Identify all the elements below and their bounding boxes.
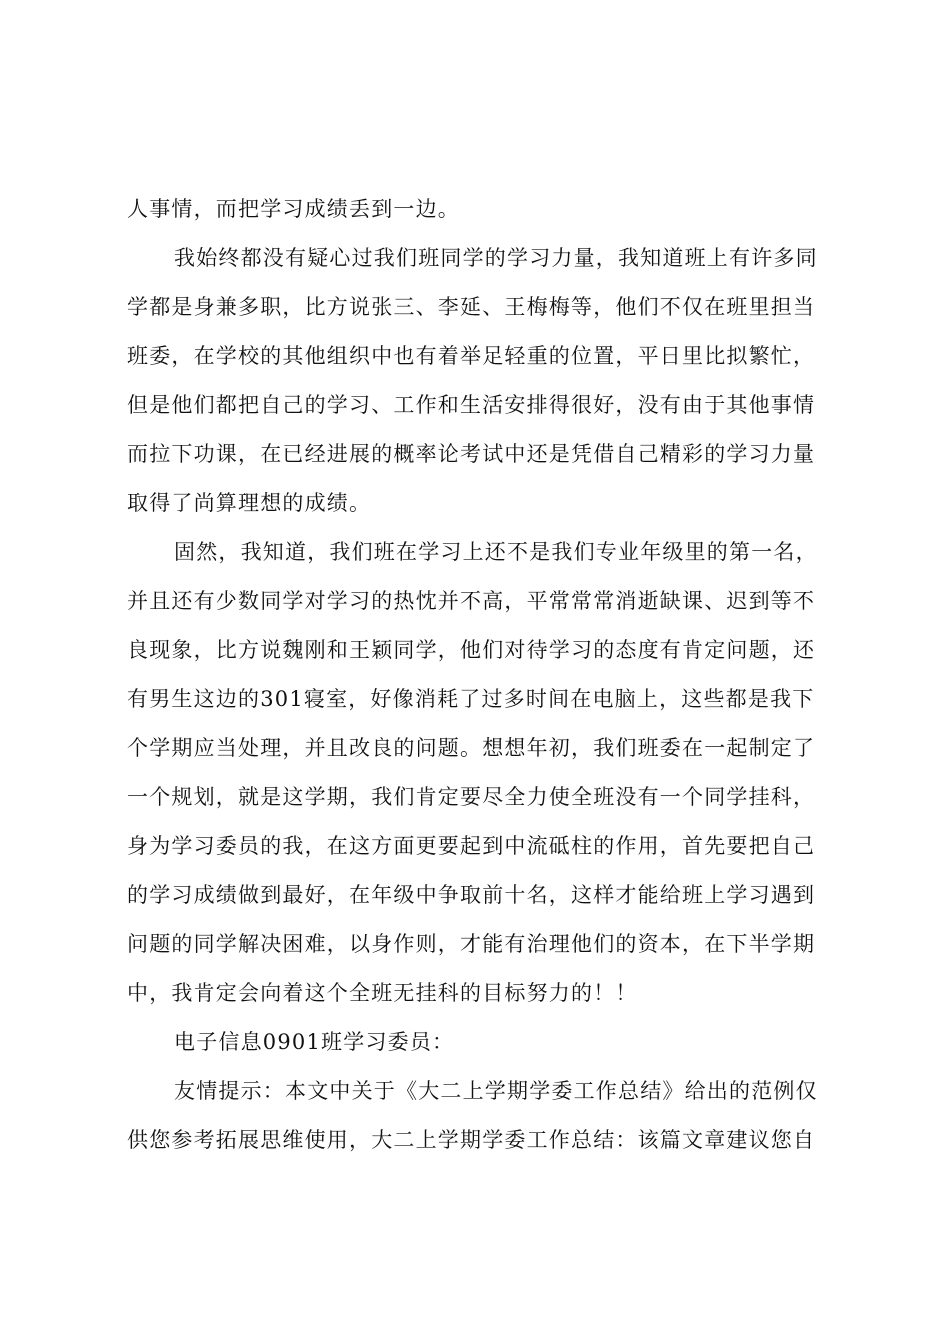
- text-line: 班委，在学校的其他组织中也有着举足轻重的位置，平日里比拟繁忙，: [127, 344, 816, 368]
- text-line: 的学习成绩做到最好，在年级中争取前十名，这样才能给班上学习遇到: [127, 883, 816, 907]
- text-line: 一个规划，就是这学期，我们肯定要尽全力使全班没有一个同学挂科，: [127, 785, 816, 809]
- signature-text: 电子信息0901班学习委员：: [174, 1030, 455, 1054]
- paragraph-classmates-ability: [127, 234, 837, 528]
- text-line: 取得了尚算理想的成绩。: [127, 491, 372, 515]
- text-line: 并且还有少数同学对学习的热忱并不高，平常常常消逝缺课、迟到等不: [127, 589, 816, 613]
- text-line: 个学期应当处理，并且改良的问题。想想年初，我们班委在一起制定了: [127, 736, 816, 760]
- text-line: 问题的同学解决困难，以身作则，才能有治理他们的资本，在下半学期: [127, 932, 816, 956]
- text-line: 身为学习委员的我，在这方面更要起到中流砥柱的作用，首先要把自己: [127, 834, 816, 858]
- text-line: 中，我肯定会向着这个全班无挂科的目标努力的！！: [127, 981, 638, 1005]
- text-line: 固然，我知道，我们班在学习上还不是我们专业年级里的第一名，: [174, 540, 818, 564]
- text-line: 但是他们都把自己的学习、工作和生活安排得很好，没有由于其他事情: [127, 393, 816, 417]
- text-line: 供您参考拓展思维使用，大二上学期学委工作总结：该篇文章建议您自: [127, 1128, 816, 1152]
- paragraph-continued: [127, 185, 837, 234]
- text-line: 人事情，而把学习成绩丢到一边。: [127, 197, 460, 221]
- text-line: 良现象，比方说魏刚和王颖同学，他们对待学习的态度有肯定问题，还: [127, 638, 816, 662]
- friendly-reminder: [127, 1067, 837, 1165]
- text-line: 学都是身兼多职，比方说张三、李延、王梅梅等，他们不仅在班里担当: [127, 295, 816, 319]
- text-line: 而拉下功课，在已经进展的概率论考试中还是凭借自己精彩的学习力量: [127, 442, 816, 466]
- text-line: 我始终都没有疑心过我们班同学的学习力量，我知道班上有许多同: [174, 246, 818, 270]
- signature-line: [127, 1018, 837, 1067]
- document-body: [127, 185, 837, 1165]
- paragraph-problems-and-plan: [127, 528, 837, 1018]
- text-line: 友情提示：本文中关于《大二上学期学委工作总结》给出的范例仅: [174, 1079, 818, 1103]
- text-line: 有男生这边的301寝室，好像消耗了过多时间在电脑上，这些都是我下: [127, 687, 815, 711]
